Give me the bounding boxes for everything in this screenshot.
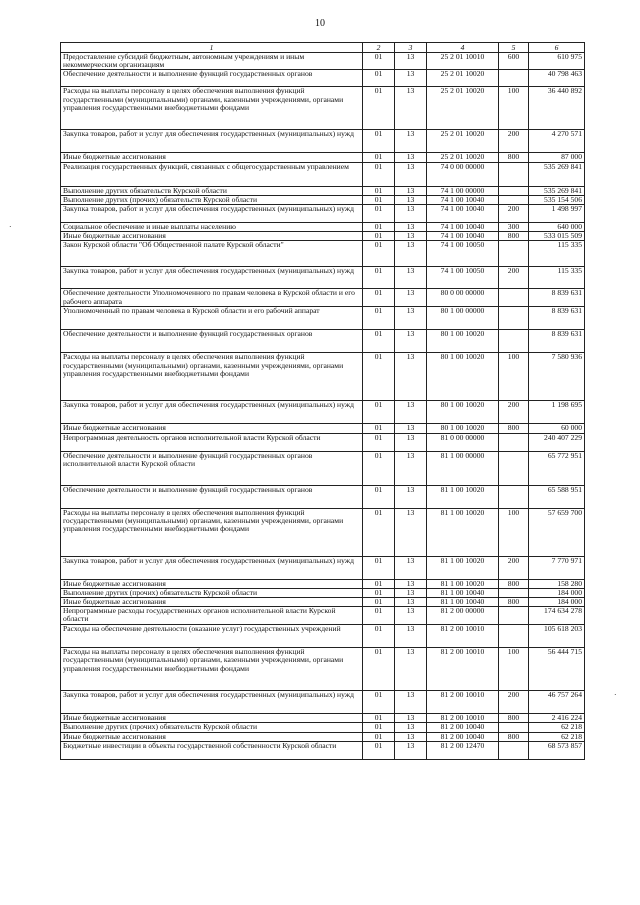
table-row: [61, 289, 585, 307]
expense-type-cell: 200: [499, 691, 529, 714]
expense-type-cell: 200: [499, 130, 529, 153]
section-code-cell: 01: [363, 70, 395, 87]
expense-type-cell: 200: [499, 556, 529, 579]
item-name-cell: Закупка товаров, работ и услуг для обеспечения государственных (муниципальных) нужд: [61, 267, 363, 289]
item-name-cell: Закупка товаров, работ и услуг для обеспечения государственных (муниципальных) нужд: [61, 130, 363, 153]
table-row: [61, 195, 585, 204]
expense-type-cell: 800: [499, 598, 529, 607]
target-article-cell: 81 2 00 00000: [427, 607, 499, 625]
item-name-cell: Выполнение других обязательств Курской области: [61, 186, 363, 195]
table-row: [61, 556, 585, 579]
section-code-cell: 01: [363, 401, 395, 424]
amount-cell: 174 634 278: [529, 607, 585, 625]
table-row: [61, 485, 585, 508]
target-article-cell: 81 1 00 10040: [427, 588, 499, 597]
page-number: 10: [315, 18, 325, 29]
subsection-code-cell: 13: [395, 424, 427, 433]
section-code-cell: 01: [363, 485, 395, 508]
expense-type-cell: [499, 195, 529, 204]
target-article-cell: 25 2 01 10020: [427, 153, 499, 162]
amount-cell: 533 015 509: [529, 232, 585, 241]
section-code-cell: 01: [363, 307, 395, 330]
section-code-cell: 01: [363, 289, 395, 307]
subsection-code-cell: 13: [395, 353, 427, 401]
subsection-code-cell: 13: [395, 205, 427, 223]
table-row: [61, 353, 585, 401]
target-article-cell: 80 1 00 10020: [427, 353, 499, 401]
expense-type-cell: [499, 186, 529, 195]
expense-type-cell: [499, 70, 529, 87]
item-name-cell: Выполнение других (прочих) обязательств Курской области: [61, 195, 363, 204]
expense-type-cell: 200: [499, 267, 529, 289]
subsection-code-cell: 13: [395, 70, 427, 87]
table-row: [61, 205, 585, 223]
subsection-code-cell: 13: [395, 307, 427, 330]
section-code-cell: 01: [363, 330, 395, 353]
item-name-cell: Уполномоченный по правам человека в Курской области и его рабочий аппарат: [61, 307, 363, 330]
subsection-code-cell: 13: [395, 598, 427, 607]
amount-cell: 535 269 841: [529, 162, 585, 186]
table-row: [61, 607, 585, 625]
target-article-cell: 81 2 00 10010: [427, 625, 499, 648]
target-article-cell: 81 2 00 10040: [427, 732, 499, 741]
expense-type-cell: [499, 307, 529, 330]
item-name-cell: Обеспечение деятельности Уполномоченного по правам человека в Курской области и его рабочего аппарата: [61, 289, 363, 307]
expense-type-cell: [499, 289, 529, 307]
table-row: [61, 87, 585, 130]
target-article-cell: 25 2 01 10010: [427, 53, 499, 70]
table-row: [61, 598, 585, 607]
table-row: [61, 130, 585, 153]
expense-type-cell: 800: [499, 232, 529, 241]
subsection-code-cell: 13: [395, 508, 427, 556]
table-row: [61, 232, 585, 241]
item-name-cell: Закупка товаров, работ и услуг для обеспечения государственных (муниципальных) нужд: [61, 205, 363, 223]
target-article-cell: 81 1 00 00000: [427, 451, 499, 485]
amount-cell: 60 000: [529, 424, 585, 433]
table-row: [61, 691, 585, 714]
item-name-cell: Закупка товаров, работ и услуг для обеспечения государственных (муниципальных) нужд: [61, 401, 363, 424]
table-row: [61, 401, 585, 424]
subsection-code-cell: 13: [395, 723, 427, 732]
target-article-cell: 25 2 01 10020: [427, 87, 499, 130]
item-name-cell: Бюджетные инвестиции в объекты государственной собственности Курской области: [61, 741, 363, 759]
target-article-cell: 81 1 00 10020: [427, 485, 499, 508]
item-name-cell: Закон Курской области "Об Общественной палате Курской области": [61, 241, 363, 267]
item-name-cell: Иные бюджетные ассигнования: [61, 714, 363, 723]
expense-type-cell: 200: [499, 205, 529, 223]
target-article-cell: 74 1 00 10040: [427, 195, 499, 204]
table-row: [61, 625, 585, 648]
header-cell: 2: [363, 43, 395, 53]
target-article-cell: 74 1 00 10050: [427, 267, 499, 289]
subsection-code-cell: 13: [395, 579, 427, 588]
subsection-code-cell: 13: [395, 741, 427, 759]
target-article-cell: 81 2 00 12470: [427, 741, 499, 759]
subsection-code-cell: 13: [395, 241, 427, 267]
table-row: [61, 223, 585, 232]
target-article-cell: 74 1 00 10040: [427, 232, 499, 241]
table-row: [61, 714, 585, 723]
target-article-cell: 74 1 00 10050: [427, 241, 499, 267]
item-name-cell: Выполнение других (прочих) обязательств Курской области: [61, 588, 363, 597]
section-code-cell: 01: [363, 232, 395, 241]
section-code-cell: 01: [363, 741, 395, 759]
table-row: [61, 648, 585, 691]
section-code-cell: 01: [363, 353, 395, 401]
subsection-code-cell: 13: [395, 607, 427, 625]
target-article-cell: 81 1 00 10020: [427, 556, 499, 579]
section-code-cell: 01: [363, 241, 395, 267]
amount-cell: 57 659 700: [529, 508, 585, 556]
expense-type-cell: [499, 241, 529, 267]
item-name-cell: Иные бюджетные ассигнования: [61, 232, 363, 241]
table-row: [61, 433, 585, 451]
item-name-cell: Расходы на выплаты персоналу в целях обеспечения выполнения функций государственными (муниципальными) органами, казенными учреждениями, органами управления государственными внебюджетными фондами: [61, 353, 363, 401]
subsection-code-cell: 13: [395, 267, 427, 289]
target-article-cell: 81 2 00 10010: [427, 691, 499, 714]
section-code-cell: 01: [363, 433, 395, 451]
item-name-cell: Иные бюджетные ассигнования: [61, 579, 363, 588]
amount-cell: 40 798 463: [529, 70, 585, 87]
section-code-cell: 01: [363, 130, 395, 153]
table-row: [61, 451, 585, 485]
subsection-code-cell: 13: [395, 289, 427, 307]
item-name-cell: Расходы на выплаты персоналу в целях обеспечения выполнения функций государственными (муниципальными) органами, казенными учреждениями, органами управления государственными внебюджетными фондами: [61, 648, 363, 691]
section-code-cell: 01: [363, 508, 395, 556]
table-row: [61, 508, 585, 556]
target-article-cell: 80 1 00 10020: [427, 330, 499, 353]
item-name-cell: Закупка товаров, работ и услуг для обеспечения государственных (муниципальных) нужд: [61, 691, 363, 714]
section-code-cell: 01: [363, 691, 395, 714]
section-code-cell: 01: [363, 223, 395, 232]
amount-cell: 62 218: [529, 732, 585, 741]
item-name-cell: Обеспечение деятельности и выполнение функций государственных органов: [61, 70, 363, 87]
amount-cell: 1 498 997: [529, 205, 585, 223]
subsection-code-cell: 13: [395, 691, 427, 714]
item-name-cell: Социальное обеспечение и иные выплаты населению: [61, 223, 363, 232]
expense-type-cell: [499, 330, 529, 353]
item-name-cell: Иные бюджетные ассигнования: [61, 732, 363, 741]
expense-type-cell: 200: [499, 401, 529, 424]
amount-cell: 535 269 841: [529, 186, 585, 195]
table-row: [61, 579, 585, 588]
table-row: [61, 53, 585, 70]
amount-cell: 7 580 936: [529, 353, 585, 401]
expense-type-cell: [499, 451, 529, 485]
expense-type-cell: 600: [499, 53, 529, 70]
target-article-cell: 74 0 00 00000: [427, 162, 499, 186]
table-row: [61, 741, 585, 759]
table-row: [61, 70, 585, 87]
amount-cell: 1 198 695: [529, 401, 585, 424]
amount-cell: 105 618 203: [529, 625, 585, 648]
amount-cell: 68 573 857: [529, 741, 585, 759]
item-name-cell: Непрограммные расходы государственных органов исполнительной власти Курской области: [61, 607, 363, 625]
section-code-cell: 01: [363, 186, 395, 195]
section-code-cell: 01: [363, 451, 395, 485]
expense-type-cell: 800: [499, 714, 529, 723]
item-name-cell: Непрограммная деятельность органов исполнительной власти Курской области: [61, 433, 363, 451]
table-row: [61, 732, 585, 741]
target-article-cell: 81 2 00 10010: [427, 648, 499, 691]
subsection-code-cell: 13: [395, 195, 427, 204]
amount-cell: 4 270 571: [529, 130, 585, 153]
target-article-cell: 74 1 00 10040: [427, 223, 499, 232]
amount-cell: 640 000: [529, 223, 585, 232]
budget-table: [60, 42, 585, 760]
subsection-code-cell: 13: [395, 732, 427, 741]
amount-cell: 62 218: [529, 723, 585, 732]
section-code-cell: 01: [363, 579, 395, 588]
stray-mark: .: [9, 220, 12, 229]
target-article-cell: 81 0 00 00000: [427, 433, 499, 451]
item-name-cell: Расходы на выплаты персоналу в целях обеспечения выполнения функций государственными (муниципальными) органами, казенными учреждениями, органами управления государственными внебюджетными фондами: [61, 87, 363, 130]
table-row: [61, 186, 585, 195]
target-article-cell: 81 1 00 10020: [427, 508, 499, 556]
subsection-code-cell: 13: [395, 87, 427, 130]
table-row: [61, 307, 585, 330]
table-body: [61, 53, 585, 760]
subsection-code-cell: 13: [395, 401, 427, 424]
expense-type-cell: 800: [499, 732, 529, 741]
header-row: [61, 43, 585, 53]
subsection-code-cell: 13: [395, 223, 427, 232]
table-row: [61, 723, 585, 732]
amount-cell: 184 000: [529, 588, 585, 597]
table-row: [61, 267, 585, 289]
header-cell: 5: [499, 43, 529, 53]
header-cell: 6: [529, 43, 585, 53]
section-code-cell: 01: [363, 153, 395, 162]
header-cell: 1: [61, 43, 363, 53]
subsection-code-cell: 13: [395, 714, 427, 723]
subsection-code-cell: 13: [395, 53, 427, 70]
header-cell: 4: [427, 43, 499, 53]
expense-type-cell: 800: [499, 153, 529, 162]
item-name-cell: Закупка товаров, работ и услуг для обеспечения государственных (муниципальных) нужд: [61, 556, 363, 579]
subsection-code-cell: 13: [395, 556, 427, 579]
target-article-cell: 80 1 00 10020: [427, 401, 499, 424]
amount-cell: 2 416 224: [529, 714, 585, 723]
item-name-cell: Выполнение других (прочих) обязательств Курской области: [61, 723, 363, 732]
section-code-cell: 01: [363, 205, 395, 223]
item-name-cell: Расходы на выплаты персоналу в целях обеспечения выполнения функций государственными (муниципальными) органами, казенными учреждениями, органами управления государственными внебюджетными фондами: [61, 508, 363, 556]
item-name-cell: Иные бюджетные ассигнования: [61, 153, 363, 162]
target-article-cell: 74 1 00 00000: [427, 186, 499, 195]
section-code-cell: 01: [363, 53, 395, 70]
subsection-code-cell: 13: [395, 451, 427, 485]
amount-cell: 115 335: [529, 241, 585, 267]
amount-cell: 65 772 951: [529, 451, 585, 485]
section-code-cell: 01: [363, 87, 395, 130]
section-code-cell: 01: [363, 588, 395, 597]
expense-type-cell: [499, 723, 529, 732]
target-article-cell: 81 2 00 10010: [427, 714, 499, 723]
target-article-cell: 80 1 00 00000: [427, 307, 499, 330]
amount-cell: 65 588 951: [529, 485, 585, 508]
expense-type-cell: 300: [499, 223, 529, 232]
section-code-cell: 01: [363, 598, 395, 607]
subsection-code-cell: 13: [395, 648, 427, 691]
subsection-code-cell: 13: [395, 153, 427, 162]
subsection-code-cell: 13: [395, 625, 427, 648]
item-name-cell: Обеспечение деятельности и выполнение функций государственных органов: [61, 330, 363, 353]
expense-type-cell: [499, 625, 529, 648]
table-row: [61, 153, 585, 162]
amount-cell: 56 444 715: [529, 648, 585, 691]
amount-cell: 7 770 971: [529, 556, 585, 579]
expense-type-cell: [499, 588, 529, 597]
expense-type-cell: 800: [499, 579, 529, 588]
expense-type-cell: [499, 162, 529, 186]
amount-cell: 8 839 631: [529, 307, 585, 330]
subsection-code-cell: 13: [395, 485, 427, 508]
amount-cell: 8 839 631: [529, 330, 585, 353]
subsection-code-cell: 13: [395, 186, 427, 195]
expense-type-cell: 100: [499, 508, 529, 556]
stray-mark: .: [614, 688, 617, 697]
subsection-code-cell: 13: [395, 232, 427, 241]
amount-cell: 535 154 506: [529, 195, 585, 204]
subsection-code-cell: 13: [395, 162, 427, 186]
item-name-cell: Реализация государственных функций, связанных с общегосударственным управлением: [61, 162, 363, 186]
target-article-cell: 81 2 00 10040: [427, 723, 499, 732]
subsection-code-cell: 13: [395, 130, 427, 153]
expense-type-cell: [499, 607, 529, 625]
amount-cell: 46 757 264: [529, 691, 585, 714]
expense-type-cell: 800: [499, 424, 529, 433]
section-code-cell: 01: [363, 732, 395, 741]
expense-type-cell: 100: [499, 648, 529, 691]
amount-cell: 36 440 892: [529, 87, 585, 130]
target-article-cell: 81 1 00 10020: [427, 579, 499, 588]
item-name-cell: Иные бюджетные ассигнования: [61, 424, 363, 433]
amount-cell: 8 839 631: [529, 289, 585, 307]
section-code-cell: 01: [363, 424, 395, 433]
section-code-cell: 01: [363, 625, 395, 648]
section-code-cell: 01: [363, 195, 395, 204]
amount-cell: 240 407 229: [529, 433, 585, 451]
expense-type-cell: [499, 433, 529, 451]
target-article-cell: 25 2 01 10020: [427, 130, 499, 153]
amount-cell: 87 000: [529, 153, 585, 162]
subsection-code-cell: 13: [395, 588, 427, 597]
section-code-cell: 01: [363, 714, 395, 723]
amount-cell: 158 280: [529, 579, 585, 588]
subsection-code-cell: 13: [395, 433, 427, 451]
expense-type-cell: 100: [499, 353, 529, 401]
subsection-code-cell: 13: [395, 330, 427, 353]
item-name-cell: Расходы на обеспечение деятельности (оказание услуг) государственных учреждений: [61, 625, 363, 648]
target-article-cell: 80 1 00 10020: [427, 424, 499, 433]
target-article-cell: 81 1 00 10040: [427, 598, 499, 607]
expense-type-cell: [499, 485, 529, 508]
table-row: [61, 588, 585, 597]
item-name-cell: Иные бюджетные ассигнования: [61, 598, 363, 607]
section-code-cell: 01: [363, 648, 395, 691]
target-article-cell: 80 0 00 00000: [427, 289, 499, 307]
section-code-cell: 01: [363, 723, 395, 732]
item-name-cell: Предоставление субсидий бюджетным, автономным учреждениям и иным некоммерческим организациям: [61, 53, 363, 70]
section-code-cell: 01: [363, 162, 395, 186]
target-article-cell: 25 2 01 10020: [427, 70, 499, 87]
table-row: [61, 241, 585, 267]
section-code-cell: 01: [363, 556, 395, 579]
amount-cell: 115 335: [529, 267, 585, 289]
item-name-cell: Обеспечение деятельности и выполнение функций государственных органов: [61, 485, 363, 508]
section-code-cell: 01: [363, 267, 395, 289]
expense-type-cell: [499, 741, 529, 759]
table-row: [61, 424, 585, 433]
table-row: [61, 162, 585, 186]
target-article-cell: 74 1 00 10040: [427, 205, 499, 223]
section-code-cell: 01: [363, 607, 395, 625]
header-cell: 3: [395, 43, 427, 53]
expense-type-cell: 100: [499, 87, 529, 130]
amount-cell: 184 000: [529, 598, 585, 607]
table-row: [61, 330, 585, 353]
item-name-cell: Обеспечение деятельности и выполнение функций государственных органов исполнительной власти Курской области: [61, 451, 363, 485]
amount-cell: 610 975: [529, 53, 585, 70]
